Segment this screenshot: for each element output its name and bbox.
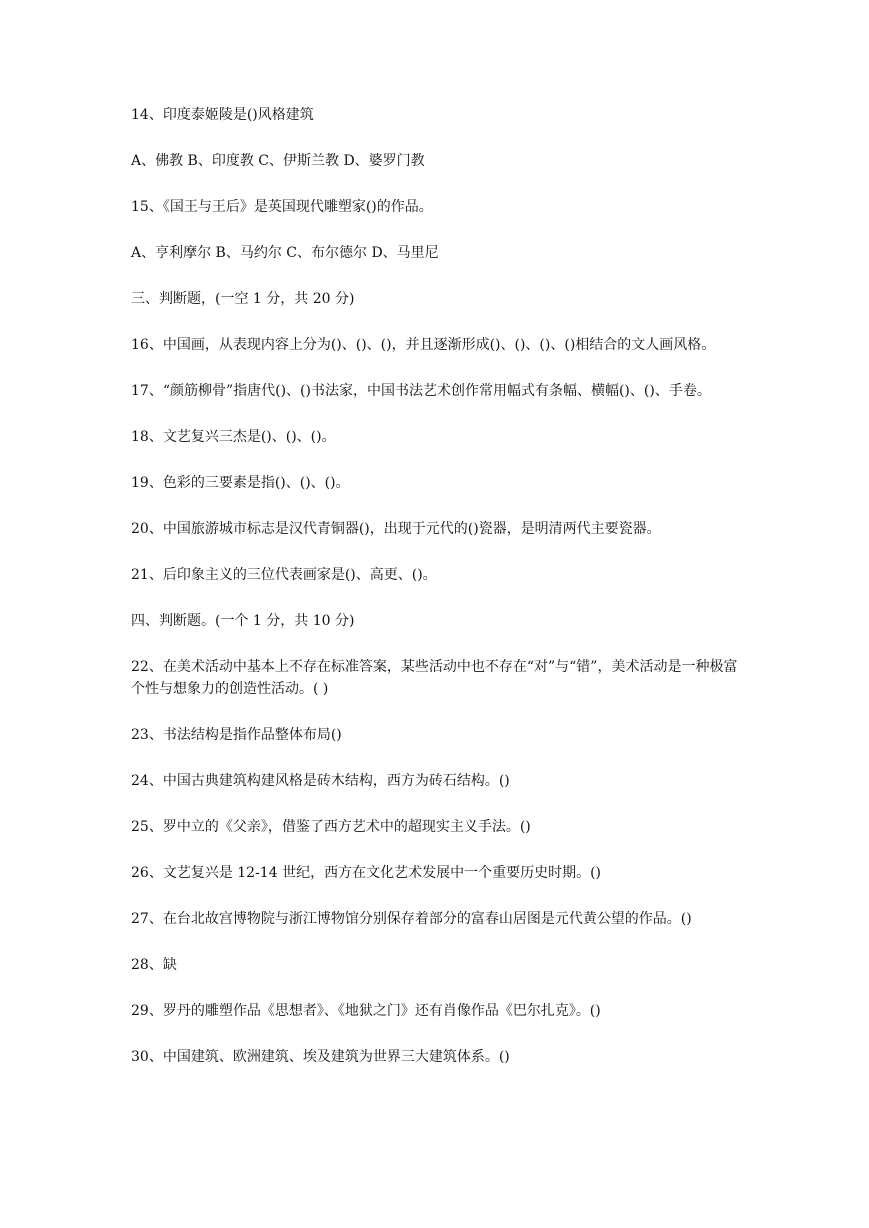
question-20: 20、中国旅游城市标志是汉代青铜器()，出现于元代的()瓷器，是明清两代主要瓷器。 [131,521,661,537]
question-14-options: A、佛教 B、印度教 C、伊斯兰教 D、婆罗门教 [131,153,425,169]
question-21: 21、后印象主义的三位代表画家是()、高更、()。 [131,567,437,583]
question-17: 17、“颜筋柳骨”指唐代()、()书法家，中国书法艺术创作常用幅式有条幅、横幅()、()、手卷。 [131,383,711,399]
question-28: 28、缺 [131,957,177,973]
question-18: 18、文艺复兴三杰是()、()、()。 [131,429,336,445]
question-14: 14、印度泰姬陵是()风格建筑 [131,107,314,123]
question-16: 16、中国画，从表现内容上分为()、()、()，并且逐渐形成()、()、()、()相结合的文人画风格。 [131,337,716,353]
question-19: 19、色彩的三要素是指()、()、()。 [131,475,350,491]
question-15: 15、《国王与王后》是英国现代雕塑家()的作品。 [131,199,433,215]
document-page [131,104,751,1092]
question-24: 24、中国古典建筑构建风格是砖木结构，西方为砖石结构。() [131,773,510,789]
question-30: 30、中国建筑、欧洲建筑、埃及建筑为世界三大建筑体系。() [131,1049,510,1065]
question-15-options: A、亨利摩尔 B、马约尔 C、布尔德尔 D、马里尼 [131,245,439,261]
section-heading-3: 三、判断题，(一空 1 分，共 20 分) [131,291,355,307]
question-25: 25、罗中立的《父亲》，借鉴了西方艺术中的超现实主义手法。() [131,819,531,835]
question-29: 29、罗丹的雕塑作品《思想者》、《地狱之门》还有肖像作品《巴尔扎克》。() [131,1003,601,1019]
question-26: 26、文艺复兴是 12-14 世纪，西方在文化艺术发展中一个重要历史时期。() [131,865,601,881]
question-27: 27、在台北故宫博物院与浙江博物馆分别保存着部分的富春山居图是元代黄公望的作品。() [131,911,692,927]
section-heading-4: 四、判断题。(一个 1 分，共 10 分) [131,613,355,629]
question-22: 22、在美术活动中基本上不存在标准答案，某些活动中也不存在“对”与“错”，美术活动是一种极富个性与想象力的创造性活动。( ) [131,659,738,697]
question-23: 23、书法结构是指作品整体布局() [131,727,342,743]
